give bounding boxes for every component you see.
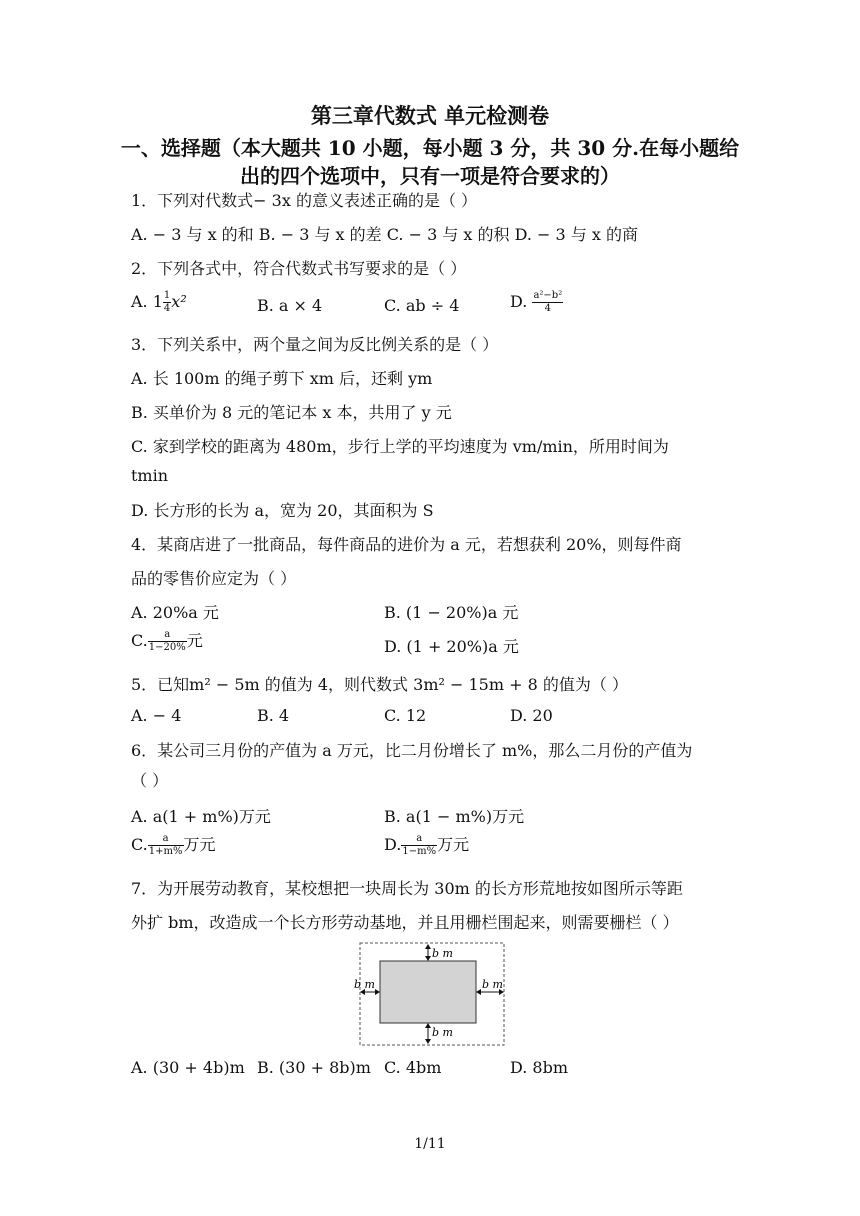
label-left: b m xyxy=(354,978,375,991)
q6-option-c-den: 1+m% xyxy=(148,846,183,857)
q6-option-c-tail: 万元 xyxy=(183,835,216,854)
q2-option-a-num: 1 xyxy=(163,290,171,301)
q6-option-d xyxy=(384,832,469,858)
q4-stem-line1: 4．某商店进了一批商品，每件商品的进价为 a 元，若想获利 20%，则每件商 xyxy=(131,535,682,554)
q4-option-c xyxy=(131,628,203,654)
q4-option-c-num: a xyxy=(148,629,187,642)
q2-option-d-num: a²−b² xyxy=(533,290,563,301)
q6-stem-line2: （ ） xyxy=(131,771,169,790)
q2-option-c: C. ab ÷ 4 xyxy=(384,296,460,315)
q2-option-a-whole: 1 xyxy=(152,292,163,311)
q7-option-b: B. (30 + 8b)m xyxy=(257,1058,371,1077)
inner-rect xyxy=(380,961,476,1023)
q7-stem-line1: 7．为开展劳动教育，某校想把一块周长为 30m 的长方形荒地按如图所示等距 xyxy=(131,879,683,898)
q2-option-d-label: D. xyxy=(510,292,528,311)
q5-option-b: B. 4 xyxy=(257,706,290,725)
q7-option-a: A. (30 + 4b)m xyxy=(131,1058,245,1077)
q2-option-a-tail: x² xyxy=(171,292,187,311)
q5-option-a: A. − 4 xyxy=(131,706,182,725)
q6-stem-line1: 6．某公司三月份的产值为 a 万元，比二月份增长了 m%，那么二月份的产值为 xyxy=(131,741,693,760)
q1-options: A. − 3 与 x 的和 B. − 3 与 x 的差 C. − 3 与 x 的积 D. − 3 与 x 的商 xyxy=(131,225,639,244)
q2-option-a xyxy=(131,290,187,315)
q2-stem: 2．下列各式中，符合代数式书写要求的是（ ） xyxy=(131,259,467,278)
q6-option-d-num: a xyxy=(401,833,437,846)
q6-option-c-num: a xyxy=(148,833,184,846)
label-top: b m xyxy=(432,947,453,960)
q6-option-c xyxy=(131,832,216,858)
q2-option-b: B. a × 4 xyxy=(257,296,323,315)
q6-option-d-label: D. xyxy=(384,835,402,854)
q4-option-c-den: 1−20% xyxy=(148,642,186,653)
q4-stem-line2: 品的零售价应定为（ ） xyxy=(131,569,297,588)
q5-option-d: D. 20 xyxy=(510,706,553,725)
q7-option-c: C. 4bm xyxy=(384,1058,442,1077)
q5-option-c: C. 12 xyxy=(384,706,427,725)
q1-stem: 1．下列对代数式− 3x 的意义表述正确的是（ ） xyxy=(131,191,478,210)
q6-option-d-fraction xyxy=(401,833,437,858)
label-right: b m xyxy=(482,978,503,991)
q2-option-a-label: A. xyxy=(131,292,148,311)
page-number: 1/11 xyxy=(414,1136,446,1152)
q3-option-b: B. 买单价为 8 元的笔记本 x 本，共用了 y 元 xyxy=(131,403,452,422)
q4-option-b: B. (1 − 20%)a 元 xyxy=(384,603,519,622)
q3-option-c-line1: C. 家到学校的距离为 480m，步行上学的平均速度为 vm/min，所用时间为 xyxy=(131,437,669,456)
q3-option-c-line2: tmin xyxy=(131,466,169,485)
q6-option-a: A. a(1 + m%)万元 xyxy=(131,807,271,826)
q4-option-c-fraction xyxy=(148,629,187,654)
q2-option-a-den: 4 xyxy=(163,303,171,314)
page-title: 第三章代数式 单元检测卷 xyxy=(310,103,550,128)
q5-stem: 5．已知m² − 5m 的值为 4，则代数式 3m² − 15m + 8 的值为（ ） xyxy=(131,675,628,694)
q4-option-a: A. 20%a 元 xyxy=(131,603,219,622)
q2-option-d-den: 4 xyxy=(544,303,551,314)
q6-option-c-label: C. xyxy=(131,835,148,854)
q3-option-a: A. 长 100m 的绳子剪下 xm 后，还剩 ym xyxy=(131,369,433,388)
q6-option-c-fraction xyxy=(148,833,184,858)
q7-option-d: D. 8bm xyxy=(510,1058,569,1077)
q7-stem-line2: 外扩 bm，改造成一个长方形劳动基地，并且用栅栏围起来，则需要栅栏（ ） xyxy=(131,913,679,932)
q4-option-d: D. (1 + 20%)a 元 xyxy=(384,637,519,656)
q4-option-c-tail: 元 xyxy=(186,631,203,650)
q3-stem: 3．下列关系中，两个量之间为反比例关系的是（ ） xyxy=(131,335,499,354)
label-bottom: b m xyxy=(432,1026,453,1039)
section-heading: 一、选择题（本大题共 10 小题，每小题 3 分，共 30 分.在每小题给出的四个选项中，只有一项是符合要求的） xyxy=(120,136,740,188)
q2-option-d-fraction xyxy=(532,290,563,315)
q6-option-d-den: 1−m% xyxy=(402,846,437,857)
q6-option-d-tail: 万元 xyxy=(437,835,470,854)
expansion-figure xyxy=(352,940,512,1048)
q6-option-b: B. a(1 − m%)万元 xyxy=(384,807,525,826)
q4-option-c-label: C. xyxy=(131,631,148,650)
q2-option-d xyxy=(510,290,563,315)
q3-option-d: D. 长方形的长为 a，宽为 20，其面积为 S xyxy=(131,501,434,520)
